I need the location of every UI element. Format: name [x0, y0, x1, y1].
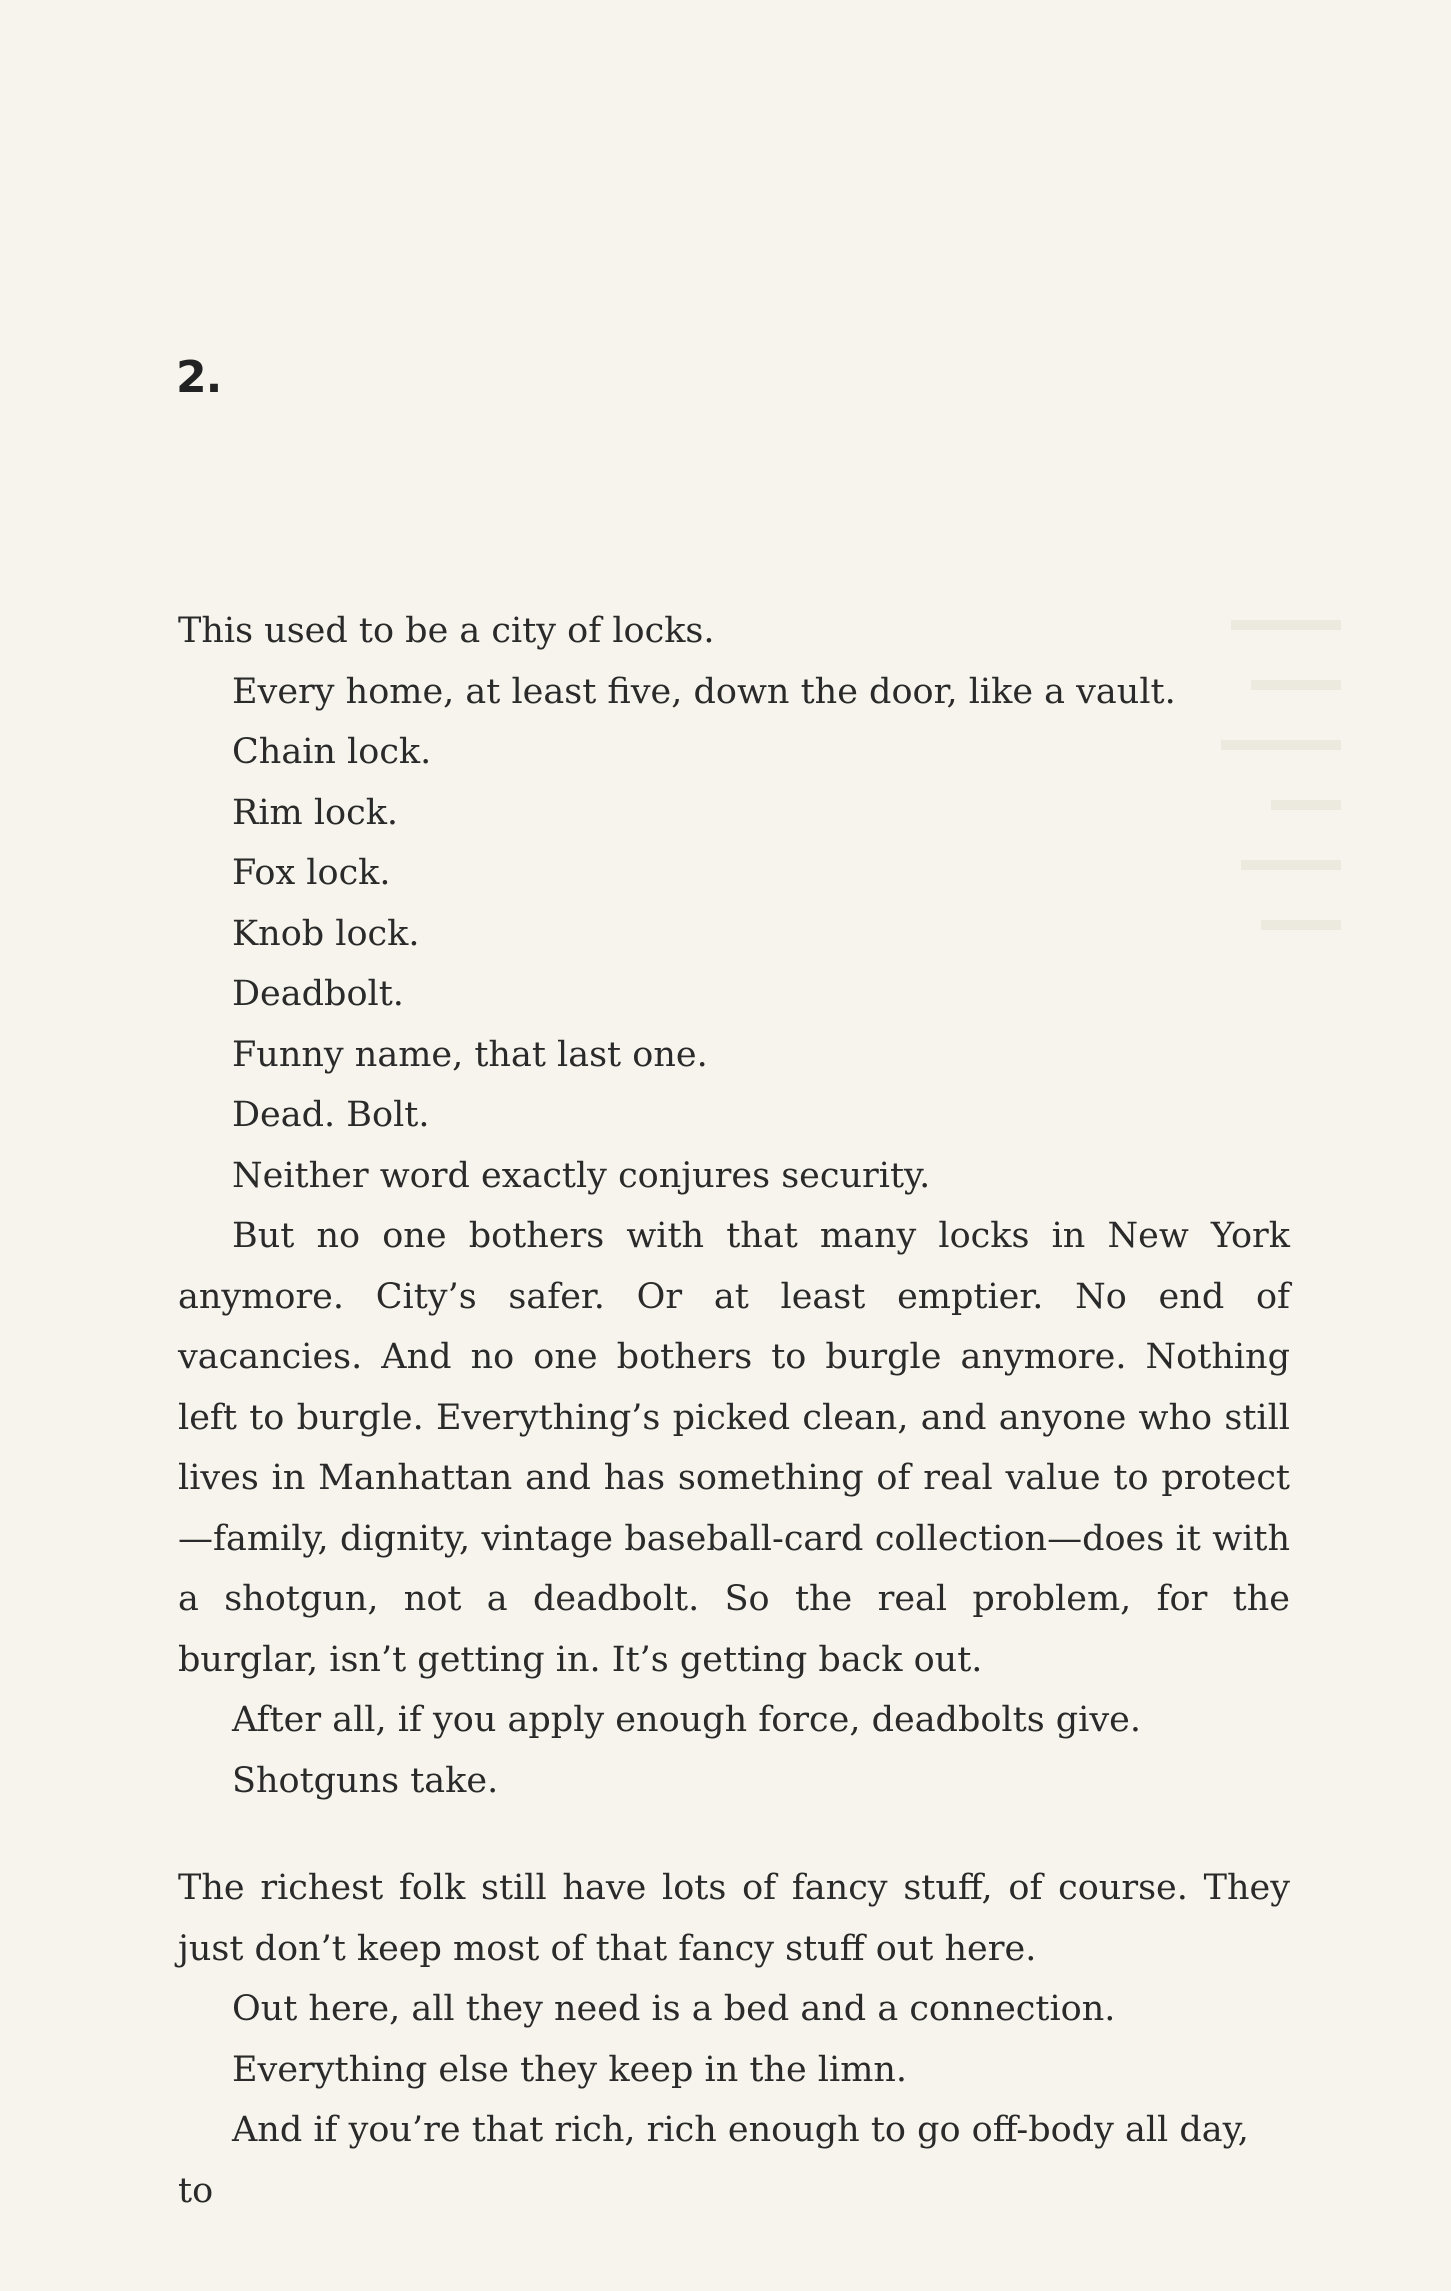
- paragraph: Neither word exactly conjures security.: [232, 1155, 931, 1196]
- paragraph: Out here, all they need is a bed and a connection.: [232, 1989, 1116, 2029]
- paragraph: This used to be a city of locks.: [178, 611, 715, 651]
- paragraph: Shotguns take.: [232, 1760, 499, 1801]
- paragraph: But no one bothers with that many locks in New York anymore. City’s safer. Or at least emptier. No end of vacancies. And no one bothers to burgle anymore. Nothing left to burgle. Everything’s picked clean, and anyone who still lives in Manhattan and has something of real value to protect—family, dignity, vintage baseball-card collection—does it with a shotgun, not a deadbolt. So the real problem, for the burglar, isn’t getting in. It’s getting back out.: [178, 1216, 1290, 1680]
- paragraph: Dead. Bolt.: [232, 1095, 430, 1135]
- paragraph: Knob lock.: [232, 913, 420, 954]
- paragraph: After all, if you apply enough force, deadbolts give.: [232, 1700, 1141, 1740]
- body-text-section-2: [178, 1858, 1290, 2221]
- paragraph: Chain lock.: [232, 732, 432, 772]
- paragraph: Everything else they keep in the limn.: [232, 2049, 908, 2090]
- paragraph: Fox lock.: [232, 853, 391, 893]
- paragraph: And if you’re that rich, rich enough to go off-body all day, to: [178, 2110, 1249, 2211]
- chapter-number: 2.: [176, 352, 222, 403]
- paragraph: Funny name, that last one.: [232, 1034, 708, 1075]
- body-text-section-1: [178, 601, 1290, 1811]
- paragraph: Deadbolt.: [232, 974, 404, 1014]
- paragraph: Rim lock.: [232, 792, 399, 833]
- paragraph: Every home, at least five, down the door, like a vault.: [232, 671, 1176, 712]
- paragraph: The richest folk still have lots of fancy stuff, of course. They just don’t keep most of that fancy stuff out here.: [178, 1868, 1290, 1969]
